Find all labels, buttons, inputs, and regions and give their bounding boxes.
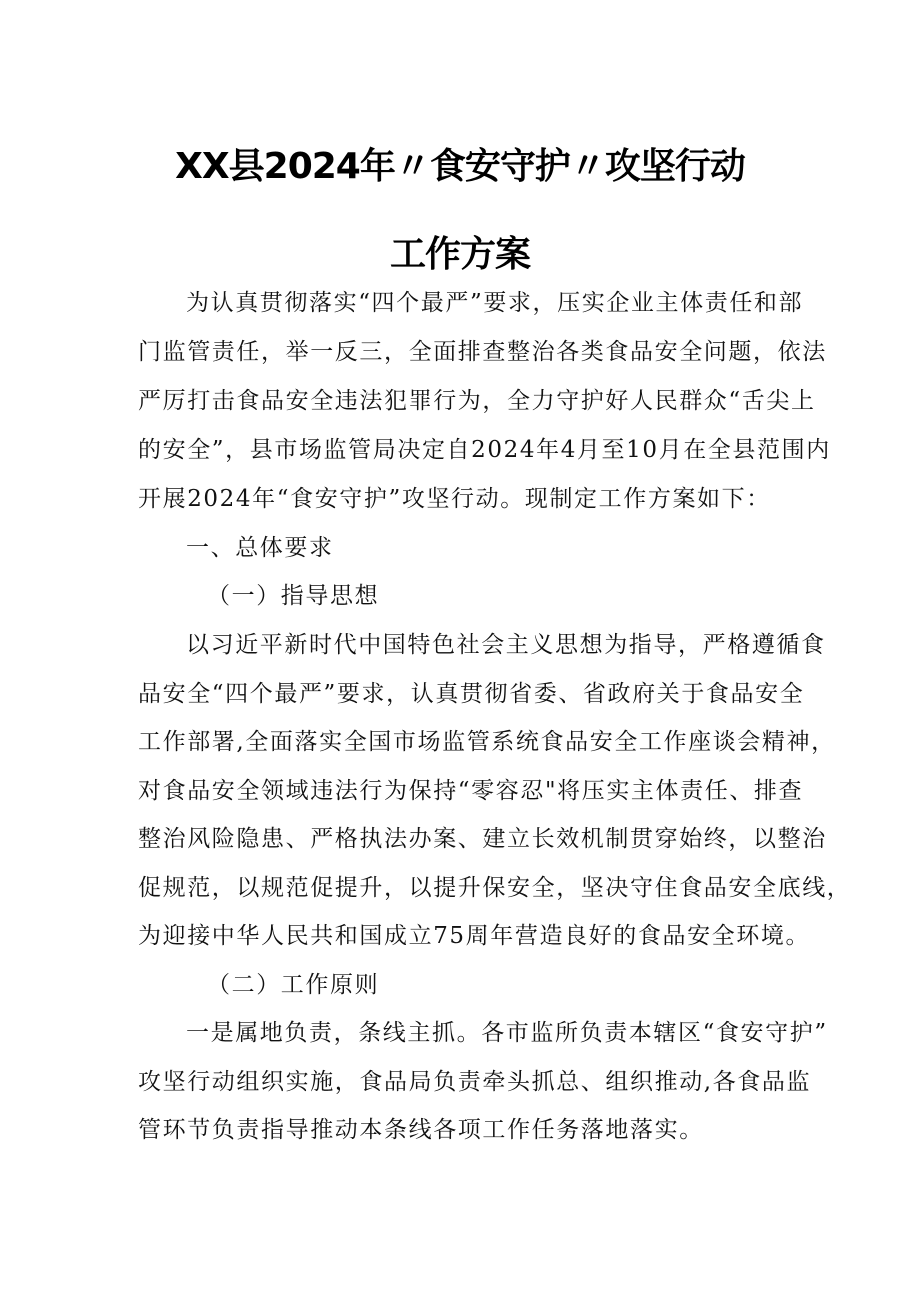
paragraph-line: 攻坚行动组织实施，食品局负责牵头抓总、组织推动,各食品监 (138, 1069, 812, 1095)
paragraph-line: 对食品安全领域违法行为保持“零容忍"将压实主体责任、排查 (138, 778, 804, 804)
section-heading: 一、总体要求 (186, 535, 334, 561)
paragraph-line: 促规范，以规范促提升，以提升保安全，坚决守住食品安全底线， (138, 875, 852, 901)
subsection-heading: （一）指导思想 (207, 583, 380, 609)
paragraph-line: 为认真贯彻落实“四个最严”要求，压实企业主体责任和部 (186, 290, 804, 316)
paragraph-line: 整治风险隐患、严格执法办案、建立长效机制贯穿始终，以整治 (138, 826, 827, 852)
paragraph-line: 工作部署,全面落实全国市场监管系统食品安全工作座谈会精神， (138, 729, 836, 755)
paragraph-line: 的安全”，县市场监管局决定自2024年4月至10月在全县范围内 (138, 437, 831, 463)
paragraph-line: 品安全“四个最严”要求，认真贯彻省委、省政府关于食品安全 (138, 681, 805, 707)
paragraph-line: 为迎接中华人民共和国成立75周年营造良好的食品安全环境。 (138, 923, 811, 949)
subsection-heading: （二）工作原则 (207, 972, 380, 998)
paragraph-line: 门监管责任，举一反三，全面排查整治各类食品安全问题，依法 (138, 339, 827, 365)
document-title-line-1: XX县2024年〃食安守护〃攻坚行动 (175, 146, 745, 187)
paragraph-line: 严厉打击食品安全违法犯罪行为，全力守护好人民群众“舌尖上 (138, 388, 816, 414)
document-title-line-2: 工作方案 (389, 234, 530, 275)
paragraph-line: 以习近平新时代中国特色社会主义思想为指导，严格遵循食 (186, 632, 826, 658)
paragraph-line: 管环节负责指导推动本条线各项工作任务落地落实。 (138, 1117, 704, 1143)
paragraph-line: 一是属地负责，条线主抓。各市监所负责本辖区“食安守护” (186, 1020, 828, 1046)
paragraph-line: 开展2024年“食安守护”攻坚行动。现制定工作方案如下： (138, 486, 771, 512)
